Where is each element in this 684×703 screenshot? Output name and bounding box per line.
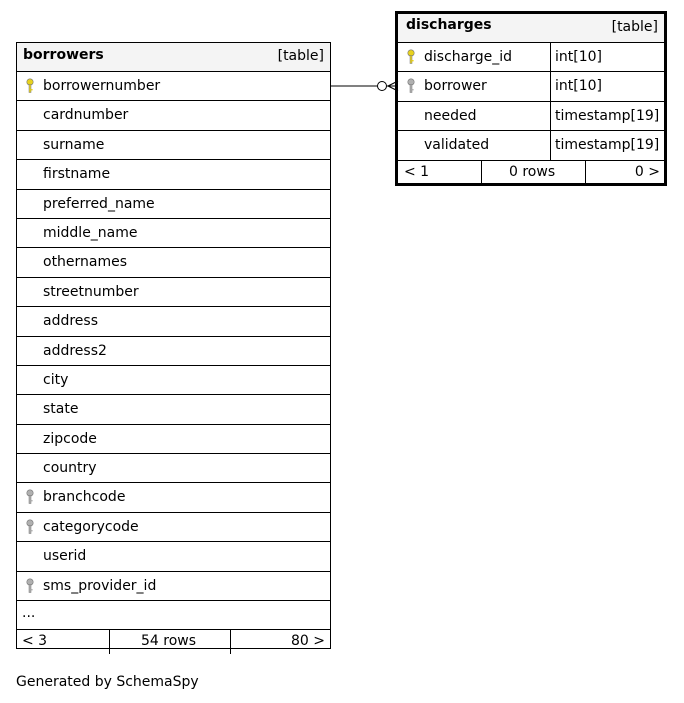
column-name: cardnumber bbox=[43, 107, 129, 124]
zero-optional-marker bbox=[378, 82, 387, 91]
table-kind: [table] bbox=[611, 19, 658, 35]
column-name: borrowernumber bbox=[43, 78, 161, 94]
column-name: country bbox=[43, 460, 97, 477]
column-name: streetnumber bbox=[43, 283, 139, 300]
table-name: borrowers bbox=[23, 47, 104, 63]
column-type: int[10] bbox=[550, 43, 602, 71]
column-name: sms_provider_id bbox=[43, 577, 157, 594]
column-type: timestamp[19] bbox=[550, 131, 659, 159]
generator-caption: Generated by SchemaSpy bbox=[16, 674, 199, 690]
column-name: middle_name bbox=[43, 224, 138, 241]
column-name: address bbox=[43, 313, 99, 330]
column-name: address2 bbox=[43, 342, 107, 359]
column-name: validated bbox=[424, 137, 490, 154]
row-count: 0 rows bbox=[509, 163, 556, 180]
table-kind: [table] bbox=[277, 48, 324, 64]
column-type: int[10] bbox=[550, 72, 602, 100]
children-count[interactable]: 80 > bbox=[291, 633, 325, 650]
column-name: zipcode bbox=[43, 430, 97, 447]
column-name: othernames bbox=[43, 254, 128, 271]
column-name: city bbox=[43, 371, 69, 388]
table-name: discharges bbox=[406, 17, 492, 33]
column-name: surname bbox=[43, 136, 105, 153]
column-name: discharge_id bbox=[424, 49, 513, 65]
column-name: needed bbox=[424, 107, 477, 124]
column-name: categorycode bbox=[43, 518, 139, 535]
column-type: timestamp[19] bbox=[550, 102, 659, 130]
column-name: firstname bbox=[43, 166, 111, 183]
row-count: 54 rows bbox=[141, 633, 197, 650]
crowfoot-lower bbox=[388, 86, 398, 91]
parents-count[interactable]: < 1 bbox=[404, 163, 430, 180]
children-count[interactable]: 0 > bbox=[634, 163, 660, 180]
column-name: branchcode bbox=[43, 489, 126, 506]
column-name: borrower bbox=[424, 78, 487, 95]
parents-count[interactable]: < 3 bbox=[22, 633, 48, 650]
column-name: preferred_name bbox=[43, 195, 155, 212]
column-name: userid bbox=[43, 548, 87, 565]
column-name: state bbox=[43, 401, 79, 418]
more-columns-label: ... bbox=[22, 605, 36, 622]
crowfoot-upper bbox=[388, 81, 398, 86]
